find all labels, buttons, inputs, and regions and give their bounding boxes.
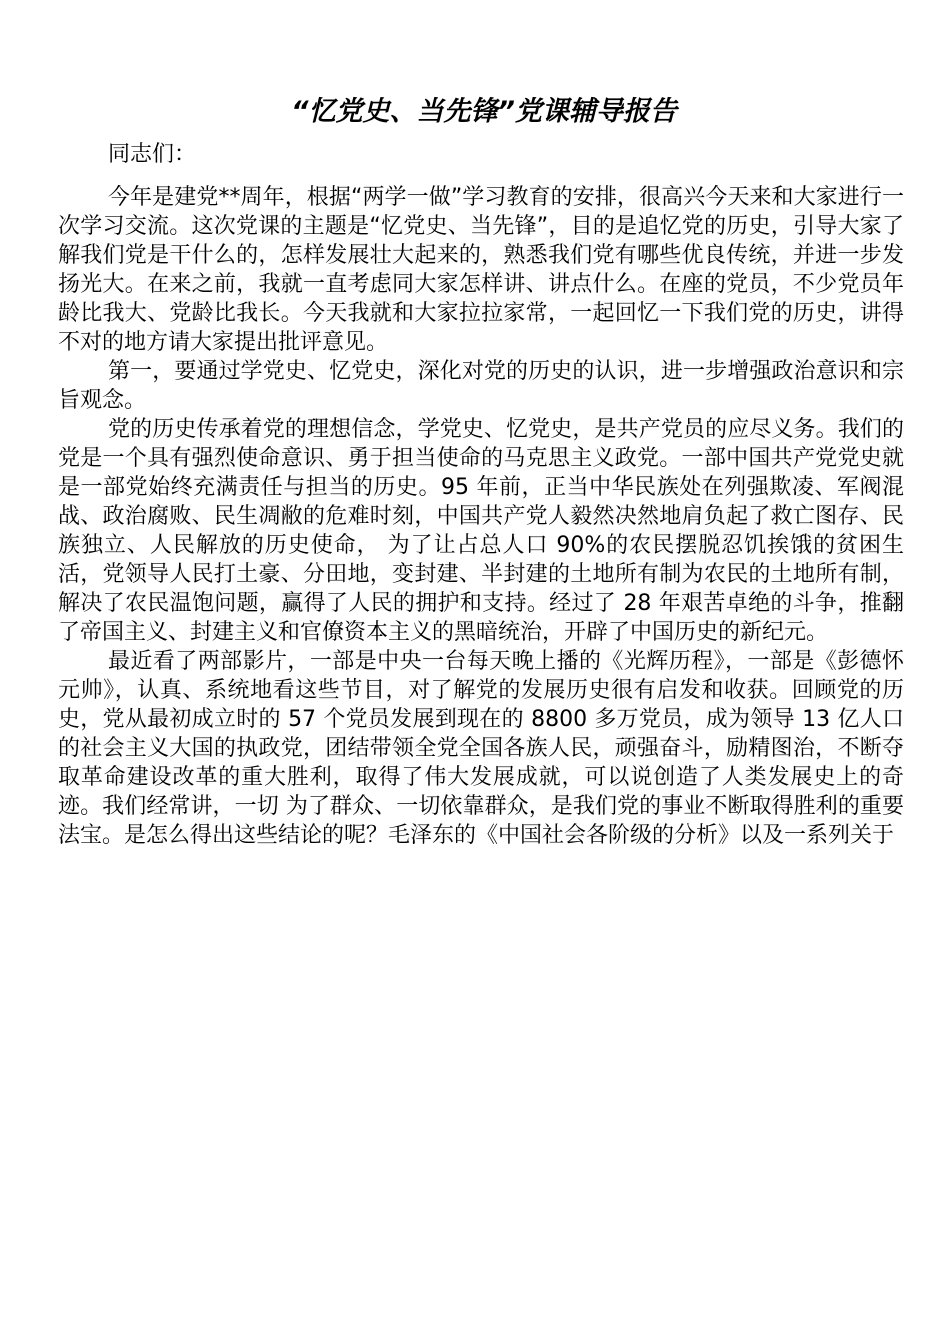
paragraph-point-one: 第一，要通过学党史、忆党史，深化对党的历史的认识，进一步增强政治意识和宗旨观念。	[58, 359, 904, 413]
paragraph-films: 最近看了两部影片，一部是中央一台每天晚上播的《光辉历程》，一部是《彭德怀元帅》，认真、系统地看这些节目，对了解党的发展历史很有启发和收获。回顾党的历史，党从最初成立时的 57 个党员发展到现在的 8800 多万党员，成为领导 13 亿人口的社会主义大国的执政党，团结带领全党全国各族人民，顽强奋斗，励精图治，不断夺取革命建设改革的重大胜利，取得了伟大发展成就，可以说创造了人类发展史上的奇迹。我们经常讲，一切 为了群众、一切依靠群众，是我们党的事业不断取得胜利的重要法宝。是怎么得出这些结论的呢？毛泽东的《中国社会各阶级的分析》以及一系列关于	[58, 649, 904, 848]
salutation: 同志们：	[108, 142, 197, 167]
paragraph-intro: 今年是建党**周年，根据“两学一做”学习教育的安排，很高兴今天来和大家进行一次学习交流。这次党课的主题是“忆党史、当先锋”，目的是追忆党的历史，引导大家了解我们党是干什么的，怎样发展壮大起来的，熟悉我们党有哪些优良传统，并进一步发扬光大。在来之前，我就一直考虑同大家怎样讲、讲点什么。在座的党员，不少党员年龄比我大、党龄比我长。今天我就和大家拉拉家常，一起回忆一下我们党的历史，讲得不对的地方请大家提出批评意见。	[58, 185, 904, 355]
document-title: “忆党史、当先锋”党课辅导报告	[291, 96, 677, 127]
document-body	[58, 140, 904, 850]
paragraph-party-history: 党的历史传承着党的理想信念，学党史、忆党史，是共产党员的应尽义务。我们的党是一个具有强烈使命意识、勇于担当使命的马克思主义政党。一部中国共产党党史就是一部党始终充满责任与担当的历史。95 年前，正当中华民族处在列强欺凌、军阀混战、政治腐败、民生凋敝的危难时刻，中国共产党人毅然决然地肩负起了救亡图存、民族独立、人民解放的历史使命， 为了让占总人口 90%的农民摆脱忍饥挨饿的贫困生活，党领导人民打土豪、分田地，变封建、半封建的土地所有制为农民的土地所有制，解决了农民温饱问题，赢得了人民的拥护和支持。经过了 28 年艰苦卓绝的斗争，推翻了帝国主义、封建主义和官僚资本主义的黑暗统治，开辟了中国历史的新纪元。	[58, 417, 904, 645]
